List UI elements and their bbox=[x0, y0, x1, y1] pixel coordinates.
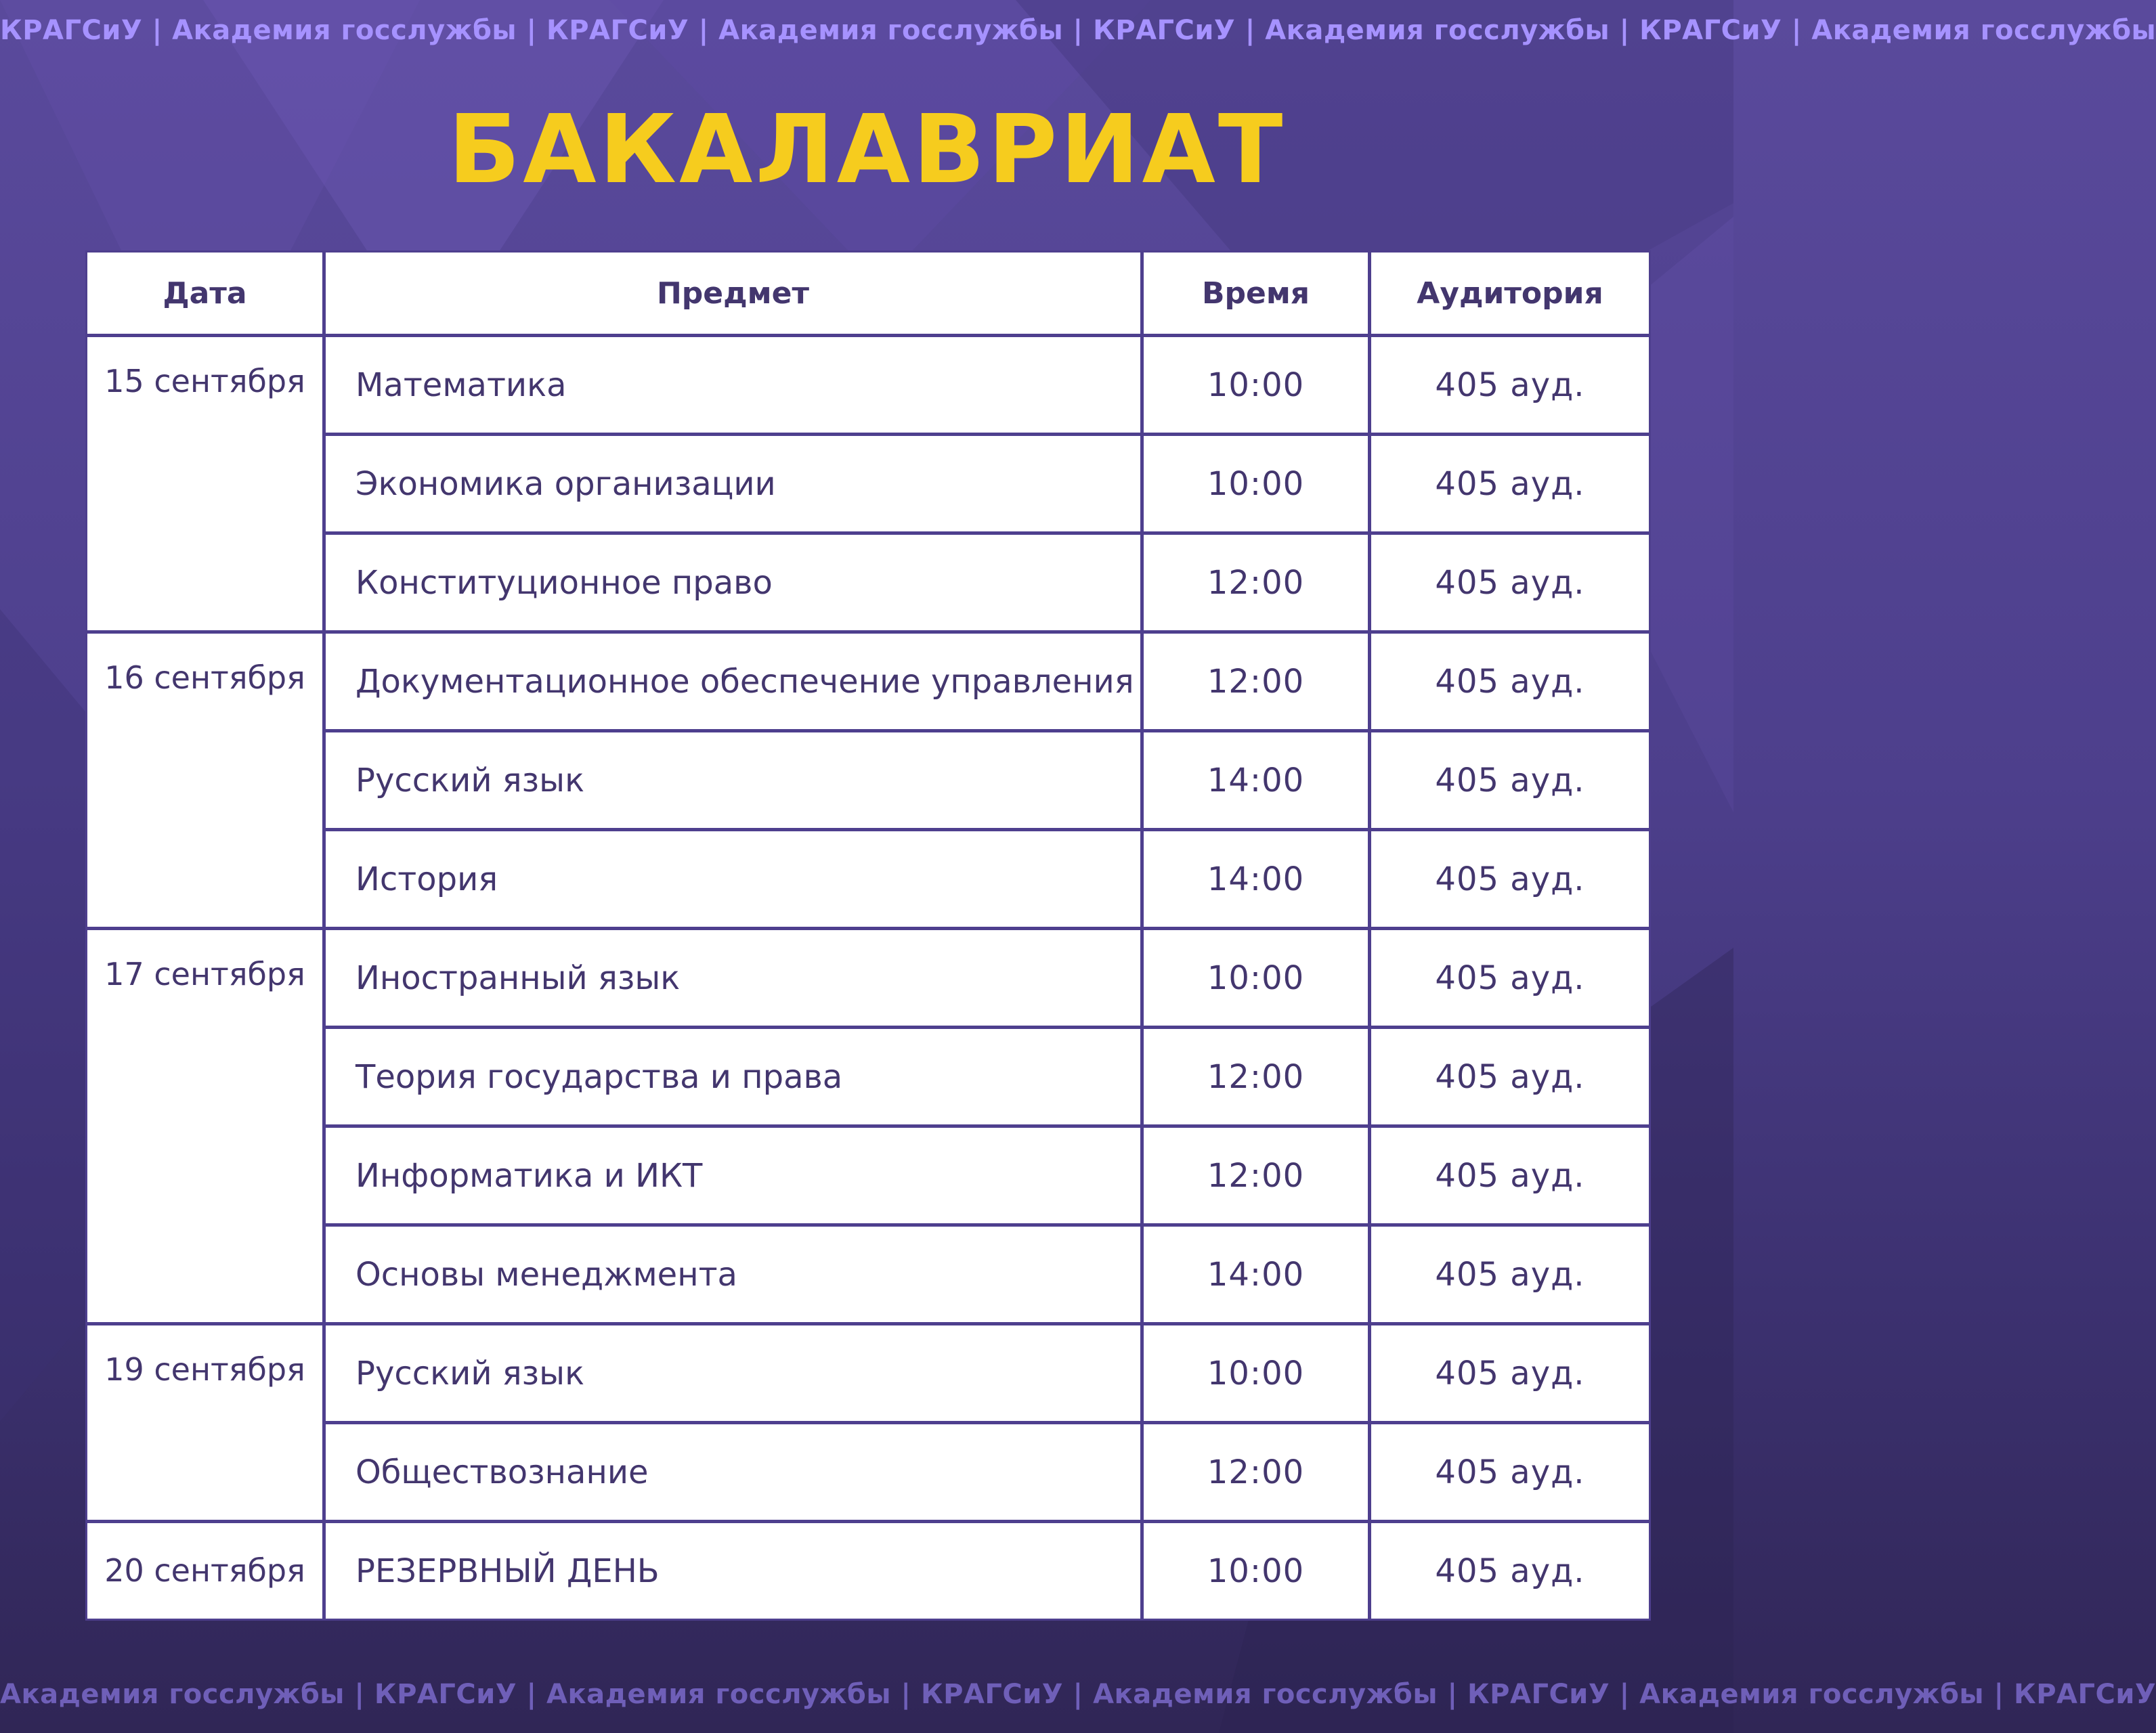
page-title: БАКАЛАВРИАТ bbox=[448, 95, 1286, 205]
ticker-bottom bbox=[0, 1679, 2156, 1710]
time-cell: 10:00 bbox=[1144, 436, 1371, 535]
time-cell: 12:00 bbox=[1144, 1029, 1371, 1128]
header-room: Аудитория bbox=[1371, 253, 1649, 337]
time-cell: 10:00 bbox=[1144, 1325, 1371, 1424]
date-cell: 19 сентября bbox=[87, 1325, 326, 1523]
subject-cell: Информатика и ИКТ bbox=[326, 1128, 1144, 1227]
time-cell: 12:00 bbox=[1144, 535, 1371, 634]
time-cell: 12:00 bbox=[1144, 1128, 1371, 1227]
table-row bbox=[87, 1325, 1649, 1424]
time-cell: 14:00 bbox=[1144, 732, 1371, 831]
header-time: Время bbox=[1144, 253, 1371, 337]
subject-cell: Конституционное право bbox=[326, 535, 1144, 634]
table-row bbox=[87, 337, 1649, 436]
ticker-top-text: КРАГСиУ | Академия госслужбы | КРАГСиУ | Академия госслужбы | КРАГСиУ | Академия госслужбы | КРАГСиУ | Академия госслужбы bbox=[0, 15, 2156, 46]
subject-cell: РЕЗЕРВНЫЙ ДЕНЬ bbox=[326, 1523, 1144, 1619]
room-cell: 405 ауд. bbox=[1371, 436, 1649, 535]
subject-cell: Русский язык bbox=[326, 1325, 1144, 1424]
date-cell: 15 сентября bbox=[87, 337, 326, 634]
subject-cell: Теория государства и права bbox=[326, 1029, 1144, 1128]
time-cell: 12:00 bbox=[1144, 634, 1371, 732]
subject-cell: Иностранный язык bbox=[326, 930, 1144, 1029]
room-cell: 405 ауд. bbox=[1371, 1227, 1649, 1325]
schedule-table-container bbox=[85, 250, 1647, 1621]
table-row bbox=[87, 1523, 1649, 1619]
table-row bbox=[87, 930, 1649, 1029]
ticker-top bbox=[0, 15, 2156, 46]
subject-cell: Обществознание bbox=[326, 1424, 1144, 1523]
date-cell: 20 сентября bbox=[87, 1523, 326, 1619]
room-cell: 405 ауд. bbox=[1371, 1325, 1649, 1424]
time-cell: 12:00 bbox=[1144, 1424, 1371, 1523]
table-row bbox=[87, 634, 1649, 732]
room-cell: 405 ауд. bbox=[1371, 1424, 1649, 1523]
subject-cell: Основы менеджмента bbox=[326, 1227, 1144, 1325]
subject-cell: История bbox=[326, 831, 1144, 930]
ticker-bottom-text: Академия госслужбы | КРАГСиУ | Академия госслужбы | КРАГСиУ | Академия госслужбы | КРАГСиУ | Академия госслужбы | КРАГСиУ bbox=[0, 1679, 2156, 1710]
room-cell: 405 ауд. bbox=[1371, 634, 1649, 732]
subject-cell: Документационное обеспечение управления bbox=[326, 634, 1144, 732]
time-cell: 14:00 bbox=[1144, 831, 1371, 930]
subject-cell: Математика bbox=[326, 337, 1144, 436]
header-subject: Предмет bbox=[326, 253, 1144, 337]
room-cell: 405 ауд. bbox=[1371, 1029, 1649, 1128]
subject-cell: Русский язык bbox=[326, 732, 1144, 831]
subject-cell: Экономика организации bbox=[326, 436, 1144, 535]
room-cell: 405 ауд. bbox=[1371, 831, 1649, 930]
room-cell: 405 ауд. bbox=[1371, 1128, 1649, 1227]
time-cell: 10:00 bbox=[1144, 930, 1371, 1029]
header-date: Дата bbox=[87, 253, 326, 337]
room-cell: 405 ауд. bbox=[1371, 535, 1649, 634]
room-cell: 405 ауд. bbox=[1371, 732, 1649, 831]
time-cell: 14:00 bbox=[1144, 1227, 1371, 1325]
time-cell: 10:00 bbox=[1144, 337, 1371, 436]
room-cell: 405 ауд. bbox=[1371, 337, 1649, 436]
room-cell: 405 ауд. bbox=[1371, 930, 1649, 1029]
table-header-row bbox=[87, 253, 1649, 337]
room-cell: 405 ауд. bbox=[1435, 1552, 1585, 1590]
time-cell: 10:00 bbox=[1144, 1523, 1371, 1619]
date-cell: 17 сентября bbox=[87, 930, 326, 1325]
schedule-table bbox=[85, 250, 1651, 1621]
date-cell: 16 сентября bbox=[87, 634, 326, 930]
